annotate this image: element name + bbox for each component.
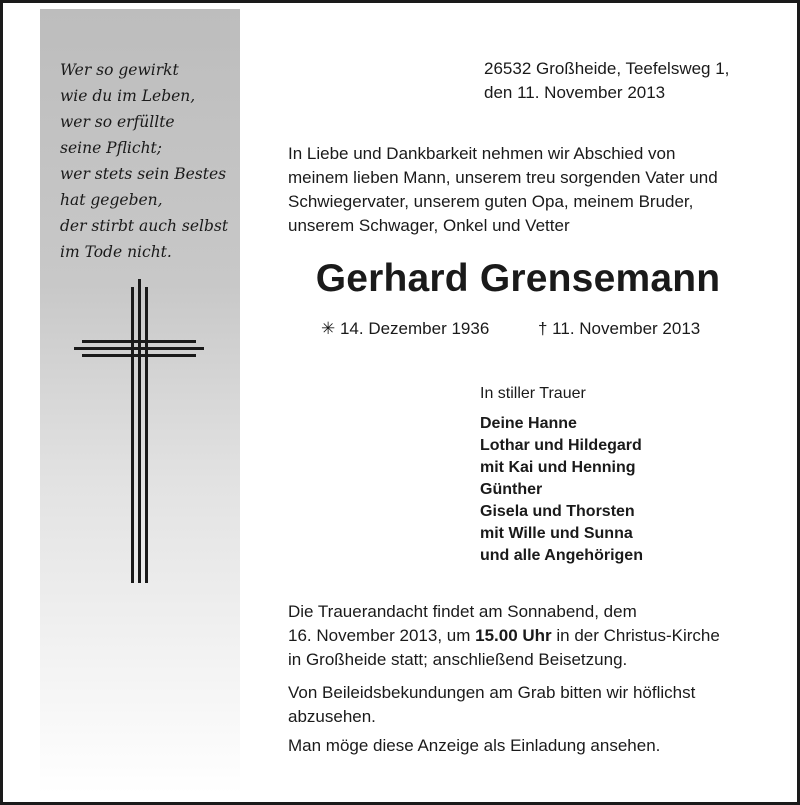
service-time: 15.00 Uhr — [475, 626, 552, 645]
mourners-heading: In stiller Trauer — [480, 385, 586, 402]
condolences-line: abzusehen. — [288, 707, 376, 726]
mourner-name: Lothar und Hildegard — [480, 437, 642, 454]
cross-icon — [74, 279, 204, 589]
mourner-name: Gisela und Thorsten — [480, 503, 635, 520]
deceased-name: Gerhard Grensemann — [315, 257, 721, 300]
service-line: in Großheide statt; anschließend Beisetzung. — [288, 650, 628, 669]
death-date: † 11. November 2013 — [538, 319, 701, 338]
mourners-block — [480, 383, 643, 567]
service-place: in der Christus-Kirche — [551, 626, 720, 645]
date-line: den 11. November 2013 — [484, 83, 666, 102]
poem-line: wer stets sein Bestes — [60, 165, 227, 183]
condolences-line: Von Beileidsbekundungen am Grab bitten wir höflichst — [288, 683, 696, 702]
service-date: 16. November 2013, um — [288, 626, 476, 645]
address-block — [484, 57, 729, 105]
intro-text — [288, 142, 748, 238]
mourners-list — [480, 413, 643, 567]
poem-line: hat gegeben, — [60, 191, 163, 209]
mourner-name: mit Wille und Sunna — [480, 525, 633, 542]
mourner-name: Günther — [480, 481, 543, 498]
poem-line: der stirbt auch selbst — [60, 217, 229, 235]
intro-line: Schwiegervater, unserem guten Opa, meinem Bruder, — [288, 192, 694, 211]
service-info — [288, 600, 758, 672]
poem — [60, 57, 240, 265]
poem-line: Wer so gewirkt — [60, 61, 179, 79]
poem-line: im Tode nicht. — [60, 243, 172, 261]
poem-line: wie du im Leben, — [60, 87, 196, 105]
condolences-note — [288, 681, 758, 729]
mourner-name: Deine Hanne — [480, 415, 577, 432]
poem-line: seine Pflicht; — [60, 139, 163, 157]
intro-line: unserem Schwager, Onkel und Vetter — [288, 216, 570, 235]
intro-line: In Liebe und Dankbarkeit nehmen wir Abschied von — [288, 144, 676, 163]
birth-date: ✳ 14. Dezember 1936 — [321, 319, 490, 338]
service-line — [288, 624, 758, 648]
poem-line: wer so erfüllte — [60, 113, 175, 131]
address-line: 26532 Großheide, Teefelsweg 1, — [484, 59, 730, 78]
service-line: Die Trauerandacht findet am Sonnabend, dem — [288, 602, 637, 621]
intro-line: meinem lieben Mann, unserem treu sorgenden Vater und — [288, 168, 718, 187]
side-panel — [40, 9, 240, 794]
mourner-name: mit Kai und Henning — [480, 459, 636, 476]
mourner-name: und alle Angehörigen — [480, 547, 643, 564]
invitation-note: Man möge diese Anzeige als Einladung ansehen. — [288, 736, 661, 755]
